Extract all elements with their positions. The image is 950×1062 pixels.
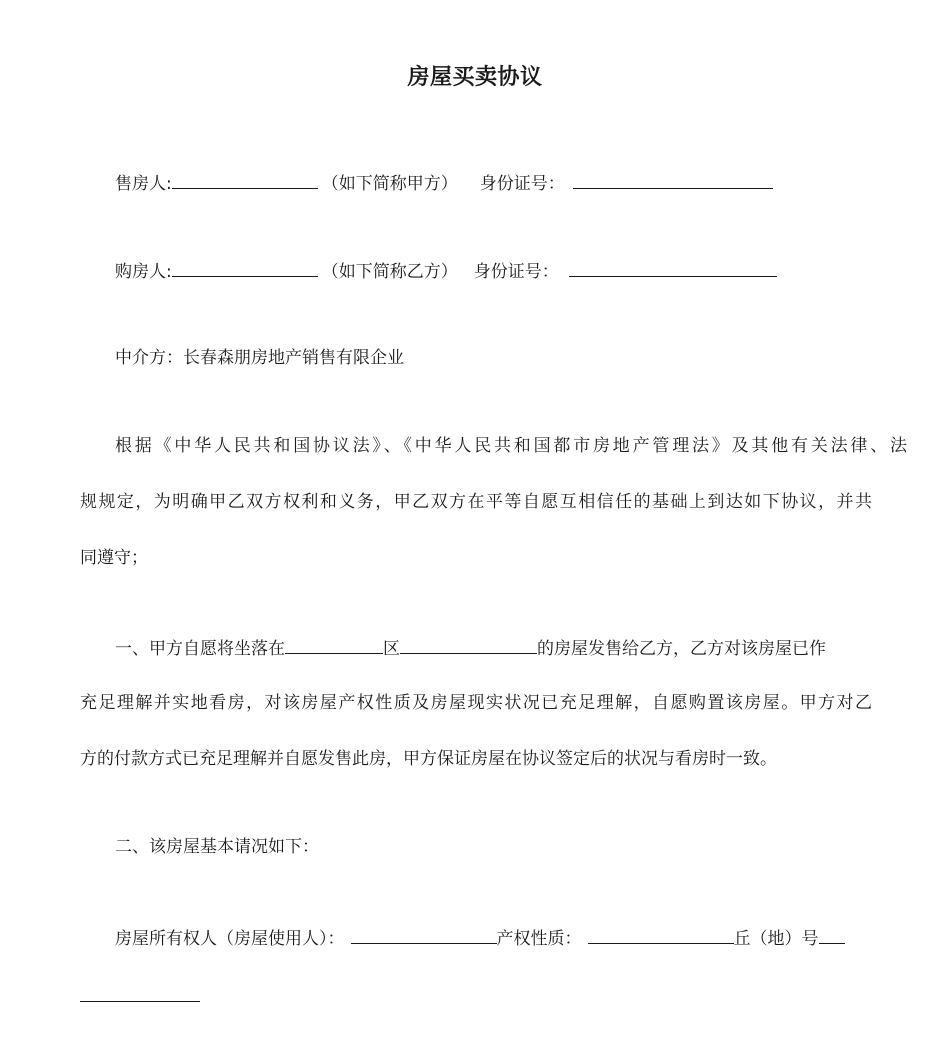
location-district-blank [400, 635, 537, 654]
location-city-blank [285, 635, 383, 654]
agent-line: 中介方：长春森朋房地产销售有限企业 [115, 348, 404, 368]
buyer-line [80, 258, 907, 284]
lot-number-blank [819, 925, 845, 944]
document-title: 房屋买卖协议 [407, 65, 543, 90]
seller-note: （如下简称甲方） [321, 174, 458, 194]
clause2-heading: 二、该房屋基本请况如下： [115, 837, 319, 857]
seller-line [80, 170, 907, 196]
preamble-line-3: 同遵守； [80, 548, 148, 568]
lot-number-label: 丘（地）号 [733, 929, 819, 949]
buyer-note: （如下简称乙方） [321, 262, 458, 282]
owner-label: 房屋所有权人（房屋使用人）： [115, 929, 345, 949]
buyer-id-label: 身份证号： [473, 262, 559, 282]
buyer-id-blank [569, 258, 777, 277]
buyer-label: 购房人: [115, 262, 172, 282]
owner-blank [351, 925, 497, 944]
lot-number-continuation [80, 983, 872, 1009]
property-type-blank [588, 925, 734, 944]
preamble-line-1: 根据《中华人民共和国协议法》、《中华人民共和国都市房地产管理法》及其他有关法律、法 [115, 436, 907, 456]
clause1-line-3: 方的付款方式已充足理解并自愿发售此房，甲方保证房屋在协议签定后的状况与看房时一致。 [80, 749, 777, 769]
seller-id-blank [573, 170, 773, 189]
clause1-line-1 [80, 635, 907, 661]
seller-id-label: 身份证号： [479, 174, 565, 194]
seller-label: 售房人: [115, 174, 172, 194]
property-info-line [80, 925, 907, 951]
seller-name-blank [172, 170, 318, 189]
clause1-part-a: 一、甲方自愿将坐落在 [115, 639, 285, 659]
preamble-line-2: 规规定，为明确甲乙双方权利和义务，甲乙双方在平等自愿互相信任的基础上到达如下协议，并共 [80, 492, 872, 512]
clause1-part-b: 区 [383, 639, 400, 659]
clause1-line-2: 充足理解并实地看房，对该房屋产权性质及房屋现实状况已充足理解，自愿购置该房屋。甲方对乙 [80, 693, 872, 713]
lot-number-blank-continued [80, 983, 200, 1002]
property-type-label: 产权性质： [496, 929, 582, 949]
clause1-part-c: 的房屋发售给乙方，乙方对该房屋已作 [537, 639, 826, 659]
buyer-name-blank [172, 258, 318, 277]
